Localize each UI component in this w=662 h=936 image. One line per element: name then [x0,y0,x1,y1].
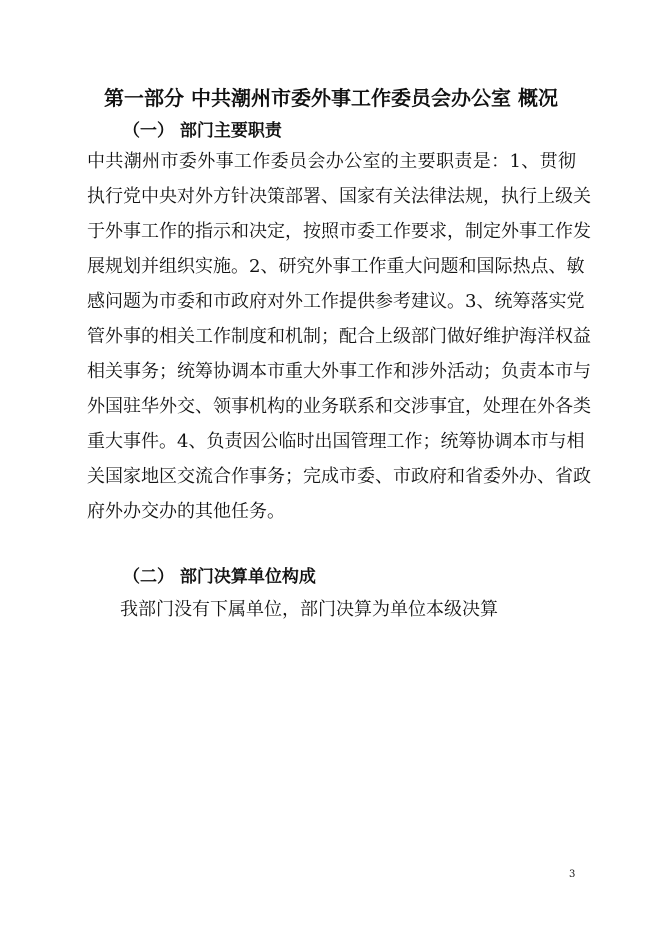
paragraph-line: 于外事工作的指示和决定，按照市委工作要求，制定外事工作发 [87,221,591,242]
paragraph-line: 执行党中央对外方针决策部署、国家有关法律法规，执行上级关 [87,186,591,207]
page-number: 3 [569,869,576,880]
paragraph-line: 府外办交办的其他任务。 [87,501,285,522]
paragraph-line: 重大事件。4、负责因公临时出国管理工作；统筹协调本市与相 [87,431,585,452]
section-heading-units: （二） 部门决算单位构成 [123,567,316,587]
units-text: 我部门没有下属单位，部门决算为单位本级决算 [120,599,498,620]
paragraph-line: 管外事的相关工作制度和机制；配合上级部门做好维护海洋权益 [87,326,591,347]
paragraph-line: 展规划并组织实施。2、研究外事工作重大问题和国际热点、敏 [87,256,585,277]
paragraph-line: 中共潮州市委外事工作委员会办公室的主要职责是：1、贯彻 [87,151,576,172]
paragraph-line: 关国家地区交流合作事务；完成市委、市政府和省委外办、省政 [87,466,591,487]
page-title: 第一部分 中共潮州市委外事工作委员会办公室 概况 [104,86,558,110]
section-heading-duties: （一） 部门主要职责 [123,121,282,141]
paragraph-line: 相关事务；统筹协调本市重大外事工作和涉外活动；负责本市与 [87,361,591,382]
paragraph-line: 外国驻华外交、领事机构的业务联系和交涉事宜，处理在外各类 [87,396,591,417]
paragraph-line: 感问题为市委和市政府对外工作提供参考建议。3、统筹落实党 [87,291,585,312]
